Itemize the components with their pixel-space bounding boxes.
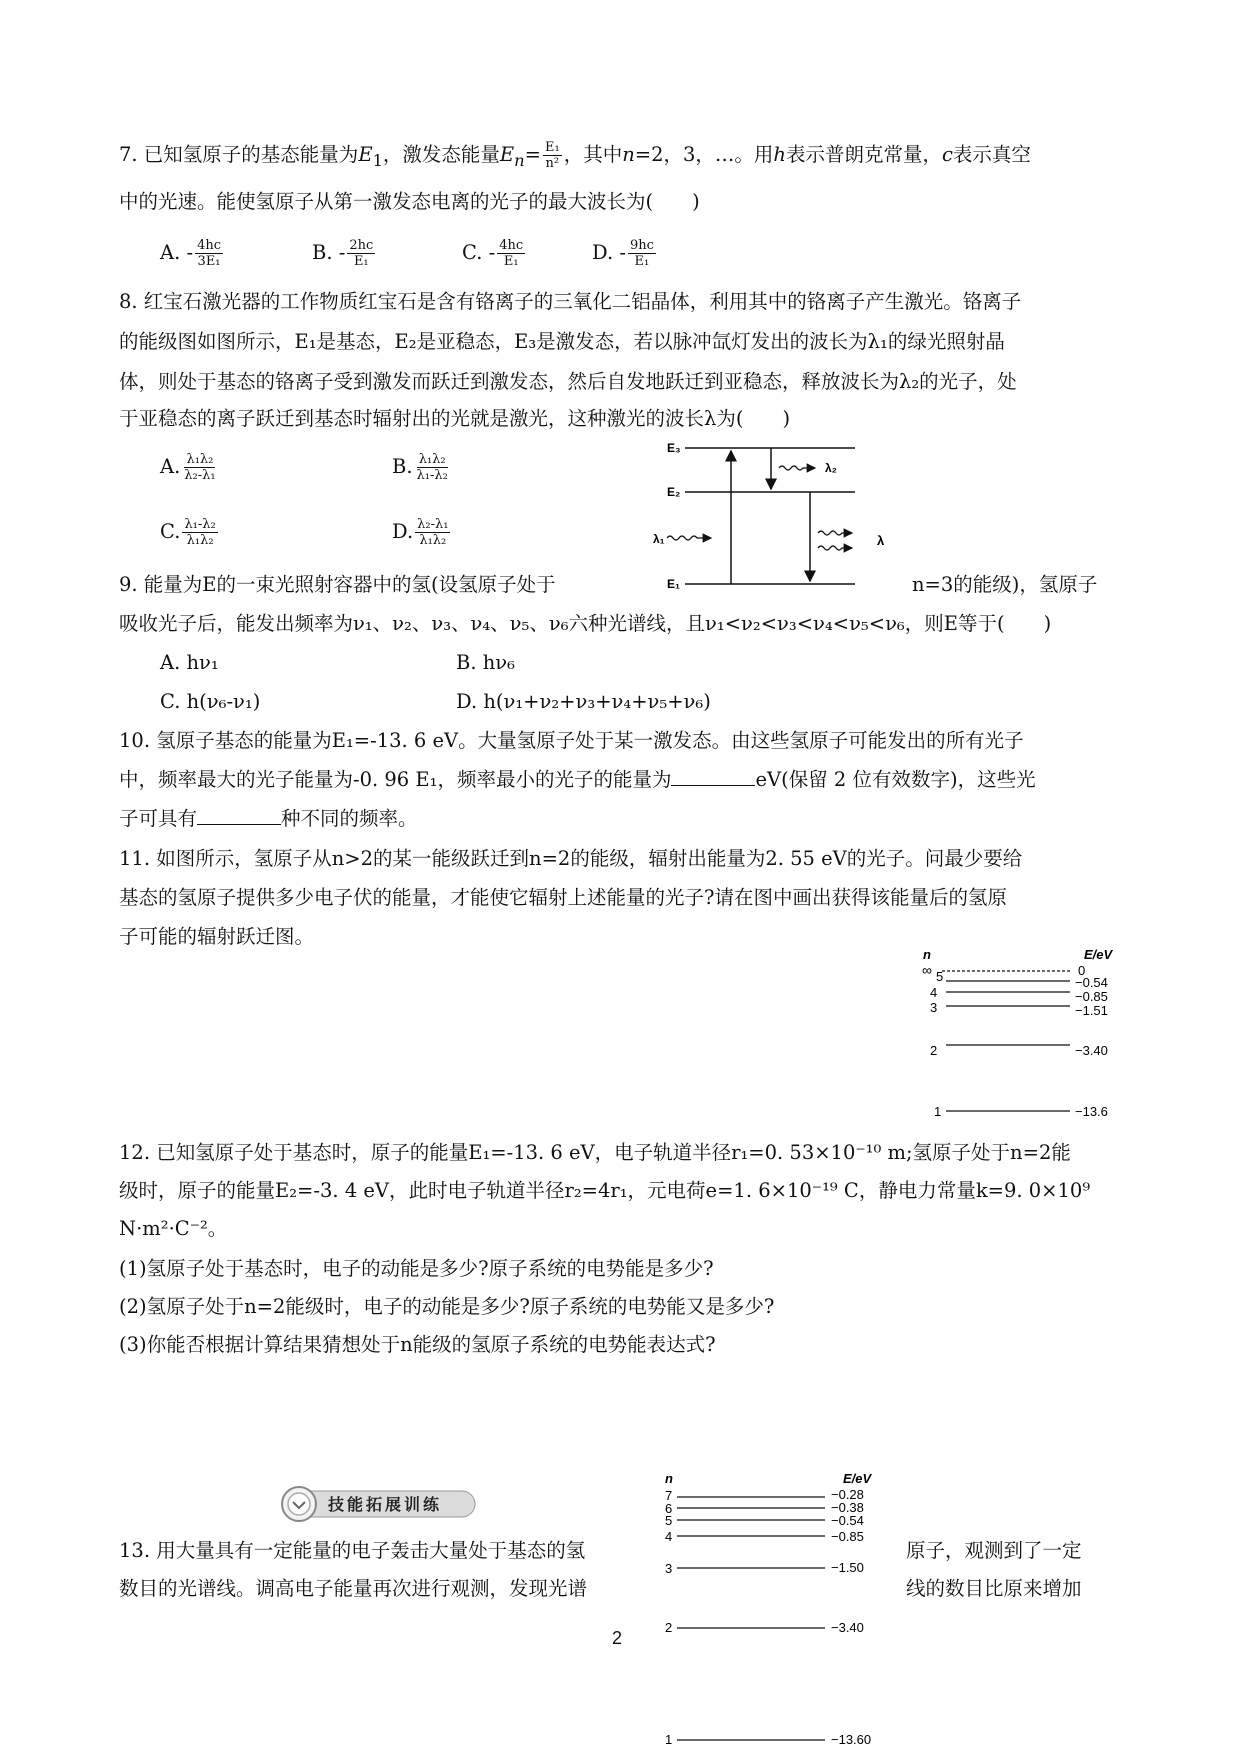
q13-n-7: 7 (665, 1488, 673, 1503)
q13-e-7: −0.28 (831, 1487, 864, 1502)
q12-line2: 级时，原子的能量E₂=-3. 4 eV，此时电子轨道半径r₂=4r₁，元电荷e=1. 6×10⁻¹⁹ C，静电力常量k=9. 0×10⁹ (119, 1179, 1091, 1202)
skill-training-badge (280, 1485, 480, 1523)
q7-energy-fraction: $\frac{\text{E₁}}{\text{n²}}$ (544, 140, 560, 171)
q13-line2a: 数目的光谱线。调高电子能量再次进行观测，发现光谱 (119, 1577, 588, 1600)
q11-line1: 11. 如图所示，氢原子从n>2的某一能级跃迁到n=2的能级，辐射出能量为2. 55 eV的光子。问最少要给 (119, 847, 1023, 870)
level-e3-label: E₃ (667, 441, 681, 455)
lambda-label: λ (877, 533, 885, 548)
q13-line1a: 13. 用大量具有一定能量的电子轰击大量处于基态的氢 (119, 1539, 586, 1562)
q11-n-4: 4 (930, 985, 938, 1000)
q11-line3: 子可能的辐射跃迁图。 (119, 925, 315, 948)
lambda1-label: λ₁ (653, 532, 665, 546)
q12-sub2: (2)氢原子处于n=2能级时，电子的动能是多少?原子系统的电势能又是多少? (119, 1295, 775, 1318)
q8-option-a[interactable]: A. $\frac{\text{λ₁λ₂}}{\text{λ₂-λ₁}}$ (160, 452, 216, 483)
q8-line2: 的能级图如图所示，E₁是基态，E₂是亚稳态，E₃是激发态，若以脉冲氙灯发出的波长为λ₁的绿光照射晶 (119, 330, 1005, 353)
page-number: 2 (612, 1628, 623, 1648)
laser-photon-2 (818, 546, 852, 550)
level-e1-label: E₁ (667, 577, 680, 591)
q13-energy-diagram (655, 1470, 895, 1754)
q12-line1: 12. 已知氢原子处于基态时，原子的能量E₁=-13. 6 eV，电子轨道半径r₁=0. 53×10⁻¹⁰ m;氢原子处于n=2能 (119, 1141, 1071, 1164)
q8-energy-diagram (655, 440, 895, 595)
q11-e-3: −1.51 (1075, 1003, 1108, 1018)
q11-n-1: 1 (934, 1104, 942, 1119)
q8-line1: 8. 红宝石激光器的工作物质红宝石是含有铬离子的三氧化二铝晶体，利用其中的铬离子产生激光。铬离子 (119, 290, 1022, 313)
lambda2-photon (779, 466, 815, 470)
q7-option-a[interactable]: A. - $\frac{4hc}{\text{3E₁}}$ (160, 238, 222, 269)
q13-e-4: −0.85 (831, 1529, 864, 1544)
q13-n-5: 5 (665, 1513, 673, 1528)
q11-e-inf: 0 (1078, 963, 1086, 978)
q10-line3: 子可具有 种不同的频率。 (119, 807, 418, 830)
q10-answer-blank-1[interactable] (671, 767, 755, 786)
q11-n-header: n (923, 947, 931, 962)
q10-line1: 10. 氢原子基态的能量为E₁=-13. 6 eV。大量氢原子处于某一激发态。由这些氢原子可能发出的所有光子 (119, 729, 1024, 752)
q8-option-c[interactable]: C. $\frac{\text{λ₁-λ₂}}{\text{λ₁λ₂}}$ (160, 517, 216, 548)
q10-answer-blank-2[interactable] (197, 806, 281, 825)
q13-e-5: −0.54 (831, 1513, 864, 1528)
q13-n-6: 6 (665, 1501, 673, 1516)
q13-n-2: 2 (665, 1620, 673, 1635)
q12-sub3: (3)你能否根据计算结果猜想处于n能级的氢原子系统的电势能表达式? (119, 1333, 716, 1356)
q9-line1a: 9. 能量为E的一束光照射容器中的氢(设氢原子处于 (119, 573, 556, 596)
q11-energy-diagram (910, 945, 1130, 1125)
laser-photon-1 (818, 531, 852, 535)
q11-n-5: 5 (936, 969, 944, 984)
q11-e-2: −3.40 (1075, 1043, 1108, 1058)
q11-n-2: 2 (930, 1043, 938, 1058)
q11-n-inf: ∞ (922, 962, 932, 978)
q9-option-d[interactable]: D. h(ν₁+ν₂+ν₃+ν₄+ν₅+ν₆) (456, 690, 711, 713)
q13-n-4: 4 (665, 1529, 673, 1544)
q8-line4: 于亚稳态的离子跃迁到基态时辐射出的光就是激光，这种激光的波长λ为( ) (119, 407, 791, 430)
q13-e-header: E/eV (843, 1471, 872, 1486)
q13-e-3: −1.50 (831, 1560, 864, 1575)
q7-option-d[interactable]: D. - $\frac{9hc}{\text{E₁}}$ (592, 238, 654, 269)
q8-option-d[interactable]: D. $\frac{\text{λ₂-λ₁}}{\text{λ₁λ₂}}$ (392, 517, 449, 548)
level-e2-label: E₂ (667, 485, 681, 499)
q11-e-1: −13.6 (1075, 1104, 1108, 1119)
q7-line1: 7. 已知氢原子的基态能量为$E_1$，激发态能量$E_n=$ $\frac{\text{E₁}}{\text{n²}}$ ，其中n=2，3，…。用h表示普朗克常量，c表示真空 (119, 140, 1031, 171)
q13-line2b: 线的数目比原来增加 (906, 1577, 1082, 1600)
q11-line2: 基态的氢原子提供多少电子伏的能量，才能使它辐射上述能量的光子?请在图中画出获得该能量后的氢原 (119, 886, 1007, 909)
q7-option-c[interactable]: C. - $\frac{4hc}{\text{E₁}}$ (462, 238, 524, 269)
q9-option-a[interactable]: A. hν₁ (160, 651, 219, 674)
q7-option-b[interactable]: B. - $\frac{2hc}{\text{E₁}}$ (312, 238, 374, 269)
q10-line2: 中，频率最大的光子能量为-0. 96 E₁，频率最小的光子的能量为 eV(保留 2 位有效数字)，这些光 (119, 768, 1036, 791)
q13-e-2: −3.40 (831, 1620, 864, 1635)
q9-line1b: n=3的能级)，氢原子 (912, 573, 1098, 596)
q9-option-c[interactable]: C. h(ν₆-ν₁) (160, 690, 261, 713)
lambda2-label: λ₂ (825, 461, 838, 475)
q11-e-5: −0.54 (1075, 975, 1108, 990)
q11-e-4: −0.85 (1075, 989, 1108, 1004)
q13-e-6: −0.38 (831, 1500, 864, 1515)
q12-line3: N·m²·C⁻²。 (119, 1217, 228, 1240)
lambda1-photon (667, 536, 711, 540)
badge-label: 技能拓展训练 (328, 1495, 443, 1514)
q13-n-1: 1 (665, 1732, 673, 1747)
q9-line2: 吸收光子后，能发出频率为ν₁、ν₂、ν₃、ν₄、ν₅、ν₆六种光谱线，且ν₁<ν₂<ν₃<ν₄<ν₅<ν₆，则E等于( ) (119, 612, 1052, 635)
q7-line2: 中的光速。能使氢原子从第一激发态电离的光子的最大波长为( ) (119, 190, 700, 213)
q9-option-b[interactable]: B. hν₆ (456, 651, 515, 674)
q12-sub1: (1)氢原子处于基态时，电子的动能是多少?原子系统的电势能是多少? (119, 1257, 714, 1280)
q13-n-3: 3 (665, 1561, 673, 1576)
q13-line1b: 原子，观测到了一定 (906, 1539, 1082, 1562)
q11-e-header: E/eV (1084, 947, 1113, 962)
q8-line3: 体，则处于基态的铬离子受到激发而跃迁到激发态，然后自发地跃迁到亚稳态，释放波长为λ₂的光子，处 (119, 370, 1017, 393)
q13-e-1: −13.60 (831, 1732, 872, 1747)
q11-n-3: 3 (930, 1000, 938, 1015)
q8-option-b[interactable]: B. $\frac{\text{λ₁λ₂}}{\text{λ₁-λ₂}}$ (392, 452, 448, 483)
q13-n-header: n (665, 1471, 673, 1486)
